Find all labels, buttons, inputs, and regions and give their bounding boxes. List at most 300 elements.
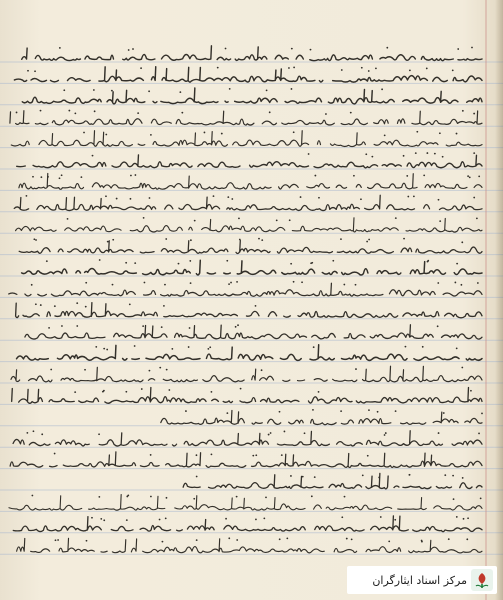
ink-dot — [469, 176, 471, 178]
handwritten-line — [19, 173, 482, 189]
ink-dot — [313, 346, 315, 348]
ink-dot — [61, 174, 63, 176]
ink-dot — [453, 498, 455, 500]
ink-dot — [103, 519, 105, 521]
ink-dot — [439, 220, 441, 222]
ink-dot — [255, 519, 257, 521]
ink-dot — [353, 175, 355, 177]
ink-dot — [291, 48, 293, 50]
ink-dot — [375, 67, 377, 69]
ink-dot — [367, 455, 369, 457]
ink-dot — [40, 304, 42, 306]
ink-dot — [461, 367, 463, 369]
ink-dot — [252, 455, 254, 457]
ink-dot — [394, 519, 396, 521]
ink-dot — [344, 496, 346, 498]
ink-dot — [480, 497, 482, 499]
handwritten-line — [17, 155, 482, 168]
ink-dot — [406, 175, 408, 177]
handwritten-line — [12, 387, 482, 403]
ink-dot — [426, 152, 428, 154]
ink-dot — [166, 497, 168, 499]
ink-dot — [403, 155, 405, 157]
ink-dot — [68, 110, 70, 112]
archive-watermark — [347, 566, 497, 594]
ink-dot — [50, 369, 52, 371]
handwritten-line — [13, 431, 482, 446]
handwritten-line — [13, 516, 482, 532]
handwritten-line — [11, 366, 482, 382]
ink-dot — [95, 346, 97, 348]
ink-dot — [310, 262, 312, 264]
ink-dot — [340, 410, 342, 412]
ink-dot — [54, 305, 56, 307]
handwritten-line — [14, 195, 482, 210]
ink-dot — [27, 70, 29, 72]
ink-dot — [462, 110, 464, 112]
ink-dot — [190, 282, 192, 284]
ink-dot — [185, 410, 187, 412]
handwritten-line — [16, 218, 482, 232]
ink-dot — [228, 283, 230, 285]
ink-dot — [421, 541, 423, 543]
ink-dot — [351, 538, 353, 540]
handwritten-line — [16, 303, 482, 318]
ink-dot — [366, 241, 368, 243]
ink-dot — [473, 197, 475, 199]
ink-dot — [368, 239, 370, 241]
ink-dot — [360, 198, 362, 200]
ink-dot — [318, 391, 320, 393]
ink-dot — [442, 156, 444, 158]
ink-dot — [368, 70, 370, 72]
ink-dot — [311, 495, 313, 497]
ink-dot — [237, 324, 239, 326]
tulip-emblem-icon — [471, 569, 493, 591]
ink-dot — [236, 281, 238, 283]
ink-dot — [388, 540, 390, 542]
ink-dot — [116, 198, 118, 200]
ink-dot — [140, 67, 142, 69]
ink-dot — [213, 195, 215, 197]
ink-dot — [162, 541, 164, 543]
ink-dot — [59, 177, 61, 179]
ink-dot — [269, 111, 271, 113]
ink-dot — [325, 113, 327, 115]
ink-dot — [301, 281, 303, 283]
ink-dot — [204, 132, 206, 134]
ink-dot — [371, 156, 373, 158]
ink-dot — [471, 47, 473, 49]
ink-dot — [438, 199, 440, 201]
ink-dot — [99, 259, 101, 261]
ink-dot — [452, 475, 454, 477]
ink-dot — [293, 131, 295, 133]
ink-dot — [16, 112, 18, 114]
ink-dot — [125, 391, 127, 393]
handwritten-line — [16, 325, 482, 339]
ink-dot — [434, 153, 436, 155]
ink-dot — [84, 369, 86, 371]
ink-dot — [128, 49, 130, 51]
ink-dot — [130, 198, 132, 200]
ink-dot — [281, 454, 283, 456]
ink-dot — [380, 516, 382, 518]
ink-dot — [59, 47, 61, 49]
ink-dot — [415, 152, 417, 154]
ink-dot — [125, 262, 127, 264]
ink-dot — [164, 284, 166, 286]
ink-dot — [452, 70, 454, 72]
ink-dot — [426, 68, 428, 70]
handwritten-line — [15, 46, 482, 61]
ink-dot — [40, 176, 42, 178]
ink-dot — [93, 89, 95, 91]
ink-dot — [26, 195, 28, 197]
ink-dot — [188, 346, 190, 348]
ink-dot — [409, 474, 411, 476]
ink-dot — [423, 174, 425, 176]
ink-dot — [98, 433, 100, 435]
ink-dot — [239, 239, 241, 241]
ink-dot — [427, 261, 429, 263]
watermark-text: مرکز اسناد ایثارگران — [372, 573, 467, 587]
ink-dot — [261, 369, 263, 371]
ink-dot — [255, 454, 257, 456]
ink-dot — [478, 433, 480, 435]
ink-dot — [41, 433, 43, 435]
ink-dot — [290, 475, 292, 477]
ink-dot — [293, 67, 295, 69]
ink-dot — [143, 217, 145, 219]
ink-dot — [103, 390, 105, 392]
handwritten-line — [17, 345, 482, 361]
handwriting-lines — [8, 46, 483, 553]
ink-dot — [235, 326, 237, 328]
ink-dot — [422, 346, 424, 348]
ink-dot — [168, 389, 170, 391]
ink-dot — [26, 432, 28, 434]
ink-dot — [107, 241, 109, 243]
ink-dot — [437, 325, 439, 327]
ink-dot — [40, 110, 42, 112]
ink-dot — [149, 370, 151, 372]
ink-dot — [286, 538, 288, 540]
handwritten-line — [183, 473, 482, 488]
ink-dot — [368, 409, 370, 411]
ink-dot — [279, 411, 281, 413]
ink-dot — [209, 346, 211, 348]
ink-dot — [268, 434, 270, 436]
ink-dot — [466, 538, 468, 540]
ink-dot — [80, 176, 82, 178]
handwritten-line — [161, 411, 482, 425]
ink-dot — [211, 391, 213, 393]
ink-dot — [163, 305, 165, 307]
ink-dot — [405, 346, 407, 348]
ink-dot — [33, 430, 35, 432]
ink-dot — [308, 153, 310, 155]
ink-dot — [85, 282, 87, 284]
ink-dot — [229, 88, 231, 90]
ink-dot — [92, 155, 94, 157]
ink-dot — [443, 412, 445, 414]
ink-dot — [438, 432, 440, 434]
ink-dot — [456, 133, 458, 135]
ink-dot — [310, 49, 312, 51]
ink-dot — [291, 88, 293, 90]
ink-dot — [103, 348, 105, 350]
handwritten-line — [8, 67, 482, 82]
ink-dot — [456, 347, 458, 349]
ink-dot — [279, 538, 281, 540]
ink-dot — [189, 260, 191, 262]
ink-dot — [76, 302, 78, 304]
ink-dot — [266, 90, 268, 92]
ink-dot — [148, 90, 150, 92]
ink-dot — [457, 48, 459, 50]
ink-dot — [476, 217, 478, 219]
ink-dot — [384, 134, 386, 136]
ink-dot — [304, 432, 306, 434]
ink-dot — [343, 284, 345, 286]
ink-dot — [83, 132, 85, 134]
ink-dot — [54, 453, 56, 455]
ink-dot — [409, 69, 411, 71]
ink-dot — [61, 325, 63, 327]
handwritten-line — [9, 283, 482, 296]
ink-dot — [35, 239, 37, 241]
ink-dot — [384, 434, 386, 436]
ink-dot — [454, 282, 456, 284]
ink-dot — [225, 48, 227, 50]
ink-dot — [265, 496, 267, 498]
ink-dot — [261, 239, 263, 241]
ink-dot — [361, 67, 363, 69]
ink-dot — [106, 349, 108, 351]
ink-dot — [171, 348, 173, 350]
ink-dot — [378, 477, 380, 479]
ink-dot — [463, 518, 465, 520]
ink-dot — [448, 538, 450, 540]
ink-dot — [189, 327, 191, 329]
ink-dot — [225, 518, 227, 520]
ink-dot — [312, 409, 314, 411]
ink-dot — [444, 474, 446, 476]
ink-dot — [270, 432, 272, 434]
ink-dot — [46, 260, 48, 262]
handwritten-line — [11, 131, 482, 147]
ink-dot — [165, 238, 167, 240]
ink-dot — [461, 241, 463, 243]
ink-dot — [132, 48, 134, 50]
ink-dot — [98, 496, 100, 498]
ink-dot — [439, 132, 441, 134]
ink-dot — [385, 432, 387, 434]
ink-dot — [462, 477, 464, 479]
ink-dot — [34, 70, 36, 72]
ink-dot — [377, 411, 379, 413]
ink-dot — [31, 495, 33, 497]
ink-dot — [181, 112, 183, 114]
ink-dot — [413, 195, 415, 197]
ink-dot — [112, 284, 114, 286]
ink-dot — [288, 67, 290, 69]
ink-dot — [47, 176, 49, 178]
ink-dot — [289, 219, 291, 221]
ink-dot — [221, 133, 223, 135]
ink-dot — [300, 196, 302, 198]
ink-dot — [350, 112, 352, 114]
ink-dot — [190, 239, 192, 241]
ink-dot — [456, 516, 458, 518]
ink-dot — [196, 539, 198, 541]
ink-dot — [381, 88, 383, 90]
ink-dot — [86, 540, 88, 542]
ink-dot — [407, 196, 409, 198]
ink-dot — [134, 174, 136, 176]
ink-dot — [207, 348, 209, 350]
ink-dot — [196, 454, 198, 456]
ink-dot — [94, 110, 96, 112]
ink-dot — [100, 518, 102, 520]
ink-dot — [473, 113, 475, 115]
ink-dot — [386, 47, 388, 49]
ink-dot — [236, 496, 238, 498]
ink-dot — [416, 131, 418, 133]
ink-dot — [91, 517, 93, 519]
handwritten-line — [11, 538, 482, 553]
ink-dot — [226, 412, 228, 414]
ink-dot — [231, 198, 233, 200]
ink-dot — [481, 413, 483, 415]
ink-dot — [238, 217, 240, 219]
ink-dot — [134, 262, 136, 264]
ink-dot — [179, 91, 181, 93]
ink-dot — [105, 195, 107, 197]
ink-dot — [284, 431, 286, 433]
ink-dot — [105, 134, 107, 136]
ink-dot — [55, 539, 57, 541]
ink-dot — [473, 152, 475, 154]
ink-dot — [355, 284, 357, 286]
ink-dot — [31, 284, 33, 286]
handwritten-line — [19, 240, 482, 253]
ink-dot — [240, 388, 242, 390]
ink-dot — [33, 238, 35, 240]
ink-dot — [341, 516, 343, 518]
ink-dot — [236, 539, 238, 541]
ink-dot — [290, 263, 292, 265]
ink-dot — [314, 175, 316, 177]
ink-dot — [142, 325, 144, 327]
ink-dot — [129, 303, 131, 305]
ink-dot — [362, 474, 364, 476]
ink-dot — [332, 260, 334, 262]
ink-dot — [227, 196, 229, 198]
ink-dot — [127, 495, 129, 497]
ink-dot — [302, 476, 304, 478]
ink-dot — [134, 345, 136, 347]
ink-dot — [226, 260, 228, 262]
ink-dot — [293, 281, 295, 283]
ink-dot — [130, 175, 132, 177]
ink-dot — [165, 517, 167, 519]
ink-dot — [228, 537, 230, 539]
ink-dot — [263, 518, 265, 520]
handwritten-line — [10, 111, 482, 125]
ink-dot — [355, 368, 357, 370]
ink-dot — [467, 517, 469, 519]
ink-dot — [403, 238, 405, 240]
ink-dot — [57, 539, 59, 541]
ink-dot — [456, 263, 458, 265]
ink-dot — [437, 282, 439, 284]
ink-dot — [166, 369, 168, 371]
ink-dot — [48, 327, 50, 329]
ink-dot — [150, 496, 152, 498]
ink-dot — [340, 238, 342, 240]
ink-dot — [74, 391, 76, 393]
ink-dot — [395, 217, 397, 219]
ink-dot — [346, 538, 348, 540]
ink-dot — [193, 498, 195, 500]
ink-dot — [67, 218, 69, 220]
ink-dot — [365, 153, 367, 155]
ink-dot — [276, 219, 278, 221]
ink-dot — [314, 476, 316, 478]
handwritten-line — [10, 452, 482, 468]
ink-dot — [35, 303, 37, 305]
ink-dot — [341, 69, 343, 71]
ink-dot — [141, 388, 143, 390]
ink-dot — [150, 454, 152, 456]
ink-dot — [126, 519, 128, 521]
handwritten-line — [9, 495, 482, 511]
ink-dot — [318, 197, 320, 199]
ink-dot — [112, 239, 114, 241]
ink-dot — [460, 284, 462, 286]
ink-dot — [395, 410, 397, 412]
ink-dot — [196, 476, 198, 478]
ink-dot — [211, 454, 213, 456]
ink-dot — [161, 326, 163, 328]
ink-dot — [111, 90, 113, 92]
ink-dot — [159, 367, 161, 369]
ink-dot — [478, 175, 480, 177]
handwritten-line — [22, 260, 482, 275]
ink-dot — [194, 220, 196, 222]
handwritten-line — [22, 88, 482, 104]
ink-dot — [470, 390, 472, 392]
ink-dot — [230, 282, 232, 284]
ink-dot — [85, 306, 87, 308]
ink-dot — [137, 112, 139, 114]
ink-dot — [178, 263, 180, 265]
ink-dot — [144, 282, 146, 284]
ink-dot — [74, 112, 76, 114]
ink-dot — [63, 89, 65, 91]
ink-dot — [159, 519, 161, 521]
ink-dot — [76, 325, 78, 327]
ink-dot — [217, 67, 219, 69]
ink-dot — [149, 197, 151, 199]
ink-dot — [258, 238, 260, 240]
ink-dot — [32, 176, 34, 178]
page-edge-shadow — [495, 0, 503, 600]
ink-dot — [477, 282, 479, 284]
ink-dot — [467, 175, 469, 177]
